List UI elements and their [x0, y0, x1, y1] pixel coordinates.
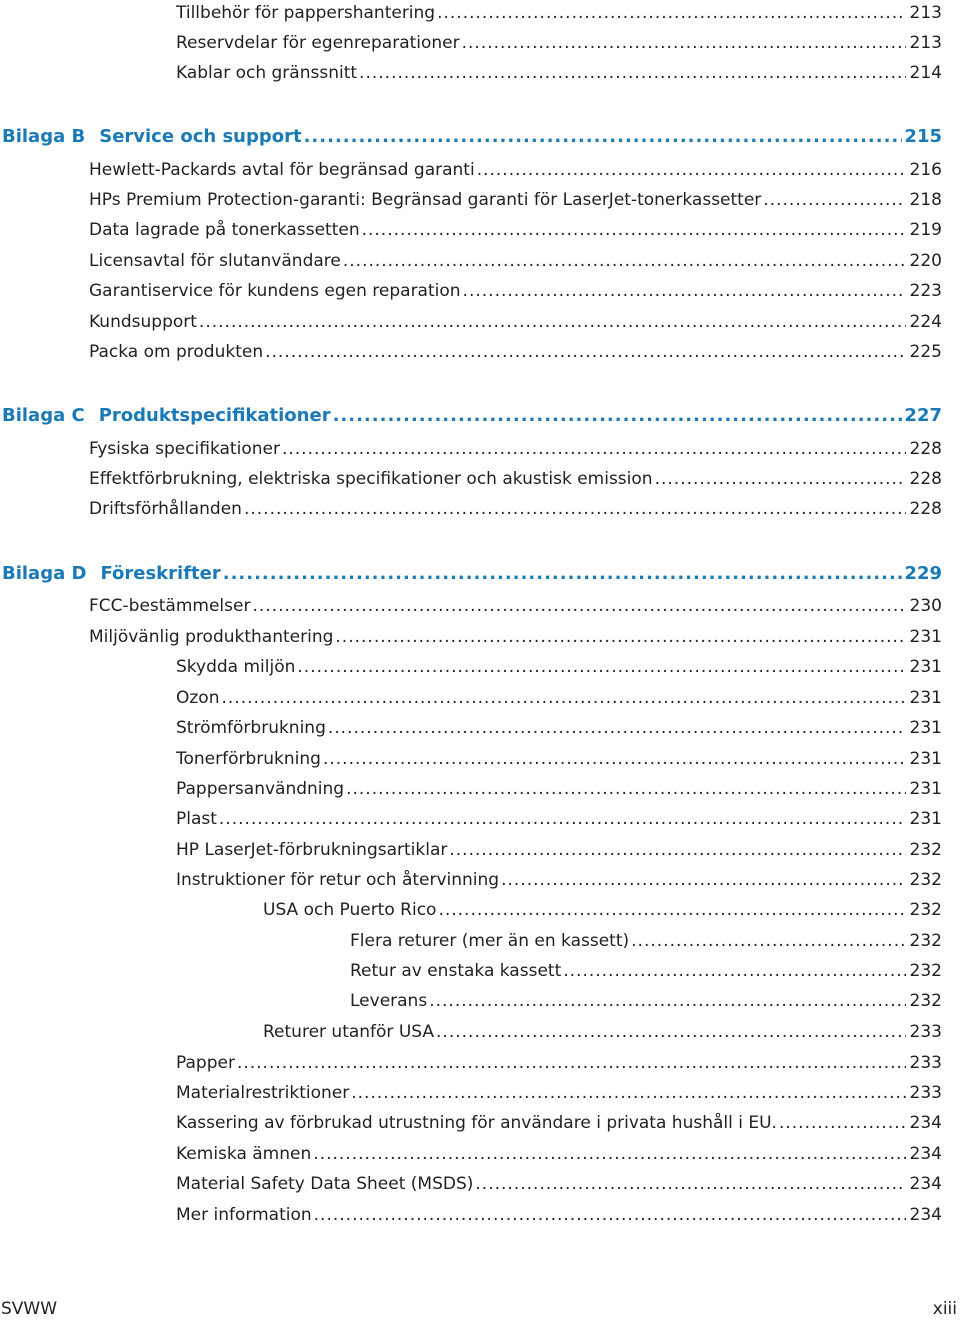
dot-leader — [343, 250, 906, 272]
toc-title: Miljövänlig produkthantering — [89, 627, 334, 647]
toc-title: Skydda miljön — [176, 657, 296, 677]
toc-title: Pappersanvändning — [176, 779, 345, 799]
toc-title: Reservdelar för egenreparationer — [176, 33, 460, 53]
toc-page-number: 227 — [904, 405, 942, 426]
toc-page-number: 223 — [909, 281, 942, 301]
toc-entry-row[interactable] — [176, 1173, 942, 1195]
toc-entry-row[interactable] — [176, 839, 942, 861]
toc-page-number: 231 — [909, 749, 942, 769]
toc-page-number: 233 — [909, 1083, 942, 1103]
footer-page-number: xiii — [932, 1299, 957, 1319]
toc-entry-row[interactable] — [263, 1021, 942, 1043]
toc-entry-row[interactable] — [89, 468, 942, 490]
dot-leader — [314, 1204, 906, 1226]
toc-page-number: 214 — [909, 63, 942, 83]
toc-entry-row[interactable] — [89, 189, 942, 211]
toc-title: Kundsupport — [89, 312, 197, 332]
toc-page-number: 231 — [909, 809, 942, 829]
toc-entry-row[interactable] — [89, 498, 942, 520]
toc-page-number: 232 — [909, 870, 942, 890]
toc-title: Packa om produkten — [89, 342, 264, 362]
toc-chapter-row[interactable] — [2, 126, 942, 148]
toc-page-number: 213 — [909, 3, 942, 23]
toc-title: Flera returer (mer än en kassett) — [350, 931, 630, 951]
toc-entry-row[interactable] — [176, 1204, 942, 1226]
toc-page-number: 232 — [909, 991, 942, 1011]
dot-leader — [462, 32, 906, 54]
toc-page-number: 232 — [909, 900, 942, 920]
dot-leader — [333, 405, 903, 427]
toc-entry-row[interactable] — [176, 1112, 942, 1134]
toc-title: Licensavtal för slutanvändare — [89, 251, 341, 271]
dot-leader — [779, 1112, 906, 1134]
toc-page-number: 234 — [909, 1174, 942, 1194]
toc-entry-row[interactable] — [176, 748, 942, 770]
dot-leader — [437, 2, 906, 24]
toc-title: HPs Premium Protection-garanti: Begränsad garanti för LaserJet-tonerkassetter — [89, 190, 762, 210]
toc-title — [2, 563, 221, 585]
toc-title: Instruktioner för retur och återvinning — [176, 870, 500, 890]
toc-page-number: 231 — [909, 657, 942, 677]
toc-title: FCC-bestämmelser — [89, 596, 251, 616]
toc-page-number: 231 — [909, 627, 942, 647]
toc-page-number: 229 — [904, 563, 942, 584]
toc-entry-row[interactable] — [176, 1052, 942, 1074]
dot-leader — [252, 595, 906, 617]
chapter-label: Bilaga B — [2, 126, 86, 147]
toc-page-number: 228 — [909, 499, 942, 519]
toc-title: Plast — [176, 809, 217, 829]
toc-entry-row[interactable] — [89, 438, 942, 460]
dot-leader — [335, 626, 906, 648]
toc-title: Kemiska ämnen — [176, 1144, 312, 1164]
dot-leader — [631, 930, 906, 952]
dot-leader — [219, 808, 906, 830]
toc-entry-row[interactable] — [176, 2, 942, 24]
toc-entry-row[interactable] — [89, 341, 942, 363]
toc-page-number: 234 — [909, 1113, 942, 1133]
dot-leader — [297, 656, 906, 678]
toc-page-number: 233 — [909, 1022, 942, 1042]
toc-entry-row[interactable] — [89, 311, 942, 333]
toc-title — [2, 126, 302, 148]
toc-title: Effektförbrukning, elektriska specifikationer och akustisk emission — [89, 469, 653, 489]
toc-page-number: 215 — [904, 126, 942, 147]
footer-language-code: SVWW — [1, 1299, 58, 1319]
dot-leader — [359, 62, 906, 84]
toc-title: Data lagrade på tonerkassetten — [89, 220, 360, 240]
toc-entry-row[interactable] — [350, 930, 942, 952]
toc-title: USA och Puerto Rico — [263, 900, 437, 920]
toc-entry-row[interactable] — [263, 899, 942, 921]
toc-entry-row[interactable] — [350, 990, 942, 1012]
toc-title: Tillbehör för pappershantering — [176, 3, 436, 23]
toc-title: Retur av enstaka kassett — [350, 961, 562, 981]
toc-title: Materialrestriktioner — [176, 1083, 350, 1103]
dot-leader — [449, 839, 906, 861]
dot-leader — [304, 126, 903, 148]
toc-page-number: 218 — [909, 190, 942, 210]
toc-entry-row[interactable] — [350, 960, 942, 982]
dot-leader — [362, 219, 906, 241]
dot-leader — [244, 498, 906, 520]
dot-leader — [655, 468, 906, 490]
dot-leader — [438, 899, 906, 921]
toc-page-number: 216 — [909, 160, 942, 180]
dot-leader — [475, 1173, 906, 1195]
toc-title: Material Safety Data Sheet (MSDS) — [176, 1174, 474, 1194]
toc-page-number: 231 — [909, 718, 942, 738]
dot-leader — [563, 960, 906, 982]
dot-leader — [323, 748, 906, 770]
toc-title: Papper — [176, 1053, 235, 1073]
toc-entry-row[interactable] — [89, 595, 942, 617]
dot-leader — [199, 311, 906, 333]
toc-entry-row[interactable] — [176, 717, 942, 739]
toc-title: Tonerförbrukning — [176, 749, 321, 769]
toc-page-number: 228 — [909, 439, 942, 459]
toc-title: Garantiservice för kundens egen reparation — [89, 281, 461, 301]
toc-page-number: 234 — [909, 1144, 942, 1164]
dot-leader — [429, 990, 906, 1012]
dot-leader — [501, 869, 906, 891]
toc-entry-row[interactable] — [176, 869, 942, 891]
toc-page-number: 230 — [909, 596, 942, 616]
toc-entry-row[interactable] — [89, 626, 942, 648]
toc-title: Mer information — [176, 1205, 312, 1225]
dot-leader — [282, 438, 906, 460]
dot-leader — [463, 280, 906, 302]
dot-leader — [328, 717, 906, 739]
toc-page-number: 224 — [909, 312, 942, 332]
toc-page-number: 231 — [909, 779, 942, 799]
toc-page-number: 232 — [909, 931, 942, 951]
toc-entry-row[interactable] — [89, 159, 942, 181]
toc-entry-row[interactable] — [176, 1082, 942, 1104]
chapter-label: Bilaga C — [2, 405, 85, 426]
dot-leader — [346, 778, 906, 800]
toc-entry-row[interactable] — [176, 62, 942, 84]
toc-title: Kablar och gränssnitt — [176, 63, 358, 83]
toc-page-number: 228 — [909, 469, 942, 489]
chapter-title: Produktspecifikationer — [98, 405, 331, 426]
dot-leader — [221, 687, 906, 709]
toc-entry-row[interactable] — [176, 656, 942, 678]
toc-page-number: 225 — [909, 342, 942, 362]
toc-entry-row[interactable] — [89, 219, 942, 241]
toc-entry-row[interactable] — [176, 687, 942, 709]
chapter-label: Bilaga D — [2, 563, 87, 584]
toc-page-number: 234 — [909, 1205, 942, 1225]
toc-entry-row[interactable] — [176, 778, 942, 800]
dot-leader — [313, 1143, 906, 1165]
toc-title: Leverans — [350, 991, 428, 1011]
dot-leader — [436, 1021, 906, 1043]
toc-title: Fysiska specifikationer — [89, 439, 280, 459]
toc-title: Hewlett-Packards avtal för begränsad garanti — [89, 160, 475, 180]
toc-chapter-row[interactable] — [2, 405, 942, 427]
toc-page-number: 220 — [909, 251, 942, 271]
toc-title — [2, 405, 331, 427]
chapter-title: Service och support — [99, 126, 302, 147]
toc-entry-row[interactable] — [89, 280, 942, 302]
dot-leader — [223, 563, 903, 585]
dot-leader — [237, 1052, 906, 1074]
toc-entry-row[interactable] — [176, 1143, 942, 1165]
toc-page-number: 233 — [909, 1053, 942, 1073]
toc-title: HP LaserJet-förbrukningsartiklar — [176, 840, 448, 860]
chapter-title: Föreskrifter — [100, 563, 221, 584]
toc-page-number: 231 — [909, 688, 942, 708]
toc-entry-row[interactable] — [176, 32, 942, 54]
dot-leader — [265, 341, 906, 363]
toc-title: Ozon — [176, 688, 220, 708]
dot-leader — [763, 189, 906, 211]
toc-title: Returer utanför USA — [263, 1022, 435, 1042]
toc-page-number: 219 — [909, 220, 942, 240]
toc-entry-row[interactable] — [176, 808, 942, 830]
toc-chapter-row[interactable] — [2, 563, 942, 585]
toc-title: Strömförbrukning — [176, 718, 326, 738]
toc-title: Driftsförhållanden — [89, 499, 242, 519]
toc-title: Kassering av förbrukad utrustning för användare i privata hushåll i EU. — [176, 1113, 777, 1133]
toc-entry-row[interactable] — [89, 250, 942, 272]
dot-leader — [351, 1082, 906, 1104]
dot-leader — [477, 159, 906, 181]
toc-page-number: 213 — [909, 33, 942, 53]
toc-page-number: 232 — [909, 961, 942, 981]
toc-page-number: 232 — [909, 840, 942, 860]
